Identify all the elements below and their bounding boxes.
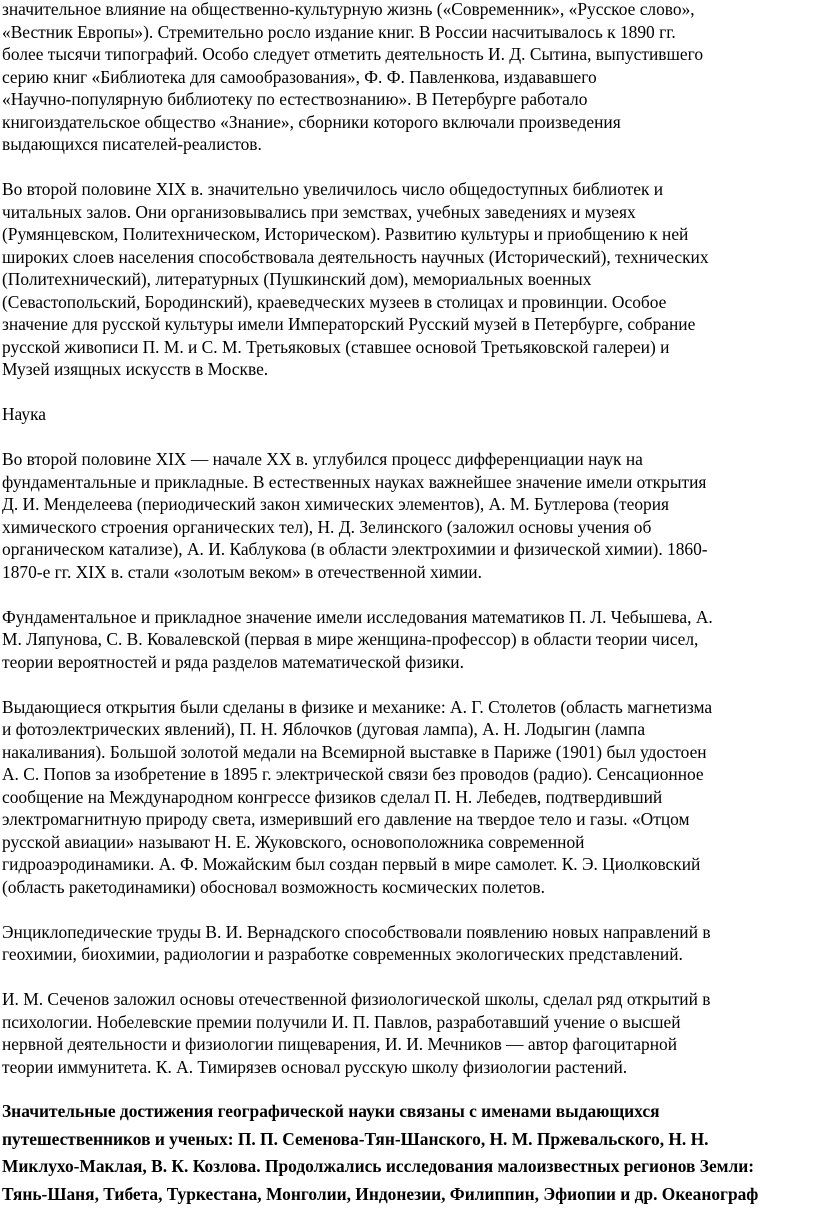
paragraph-geography: Значительные достижения географической науки связаны с именами выдающихся путешественников и ученых: П. П. Семенова-Тян-Шанского, Н. М. Пржевальского, Н. Н. Миклухо-Маклая, В. К. Козлова. Продолжались исследования малоизвестных регионов Земли: Тянь-Шаня, Тибета, Туркестана, Монголии, Индонезии, Филиппин, Эфиопии и др. Океанограф — [2, 1101, 759, 1204]
paragraph-physiology: И. М. Сеченов заложил основы отечественной физиологической школы, сделал ряд открытий в психологии. Нобелевские премии получили И. П. Павлов, разработавший учение о высшей нервной деятельности и физиологии пищеварения, И. И. Мечников — автор фагоцитарной теории иммунитета. К. А. Тимирязев основал русскую школу физиологии растений. — [2, 989, 711, 1077]
paragraph-publishing: значительное влияние на общественно-культурную жизнь («Современник», «Русское слово», «Вестник Европы»). Стремительно росло издание книг. В России насчитывалось к 1890 гг. более тысячи типографий. Особо следует отметить деятельность И. Д. Сытина, выпустившего серию книг «Библиотека для самообразования», Ф. Ф. Павленкова, издававшего «Научно-популярную библиотеку по естествознанию». В Петербурге работало книгоиздательское общество «Знание», сборники которого включали произведения выдающихся писателей-реалистов. — [2, 0, 704, 154]
paragraph-libraries-museums: Во второй половине XIX в. значительно увеличилось число общедоступных библиотек и читальных залов. Они организовывались при земствах, учебных заведениях и музеях (Румянцевском, Политехническом, Историческом). Развитию культуры и приобщению к ней широких слоев населения способствовала деятельность научных (Исторический), технических (Политехнический), литературных (Пушкинский дом), мемориальных военных (Севастопольский, Бородинский), краеведческих музеев в столицах и провинции. Особое значение для русской культуры имели Императорский Русский музей в Петербурге, собрание русской живописи П. М. и С. М. Третьяковых (ставшее основой Третьяковской галереи) и Музей изящных искусств в Москве. — [2, 179, 709, 379]
paragraph-physics-mechanics: Выдающиеся открытия были сделаны в физике и механике: А. Г. Столетов (область магнетизма и фотоэлектрических явлений), П. Н. Яблочков (дуговая лампа), А. Н. Лодыгин (лампа накаливания). Большой золотой медали на Всемирной выставке в Париже (1901) был удостоен А. С. Попов за изобретение в 1895 г. электрической связи без проводов (радио). Сенсационное сообщение на Международном конгрессе физиков сделал П. Н. Лебедев, подтвердивший электромагнитную природу света, измеривший его давление на твердое тело и газы. «Отцом русской авиации» называют Н. Е. Жуковского, основоположника современной гидроаэродинамики. А. Ф. Можайским был создан первый в мире самолет. К. Э. Циолковский (область ракетодинамики) обосновал возможность космических полетов. — [2, 696, 713, 897]
paragraph-vernadsky: Энциклопедические труды В. И. Вернадского способствовали появлению новых направлений в геохимии, биохимии, радиологии и разработке современных экологических представлений. — [2, 921, 711, 964]
paragraph-chemistry: Во второй половине XIX — начале XX в. углубился процесс дифференциации наук на фундаментальные и прикладные. В естественных науках важнейшее значение имели открытия Д. И. Менделеева (периодический закон химических элементов), А. М. Бутлерова (теория химического строения органических тел), Н. Д. Зелинского (заложил основы учения об органическом катализе), А. И. Каблукова (в области электрохимии и физической химии). 1860- 1870-е гг. XIX в. стали «золотым веком» в отечественной химии. — [2, 449, 708, 582]
section-heading-science: Наука — [2, 404, 46, 424]
paragraph-mathematics: Фундаментальное и прикладное значение имели исследования математиков П. Л. Чебышева, А. М. Ляпунова, С. В. Ковалевской (первая в мире женщина-профессор) в области теории чисел, теории вероятностей и ряда разделов математической физики. — [2, 606, 713, 672]
